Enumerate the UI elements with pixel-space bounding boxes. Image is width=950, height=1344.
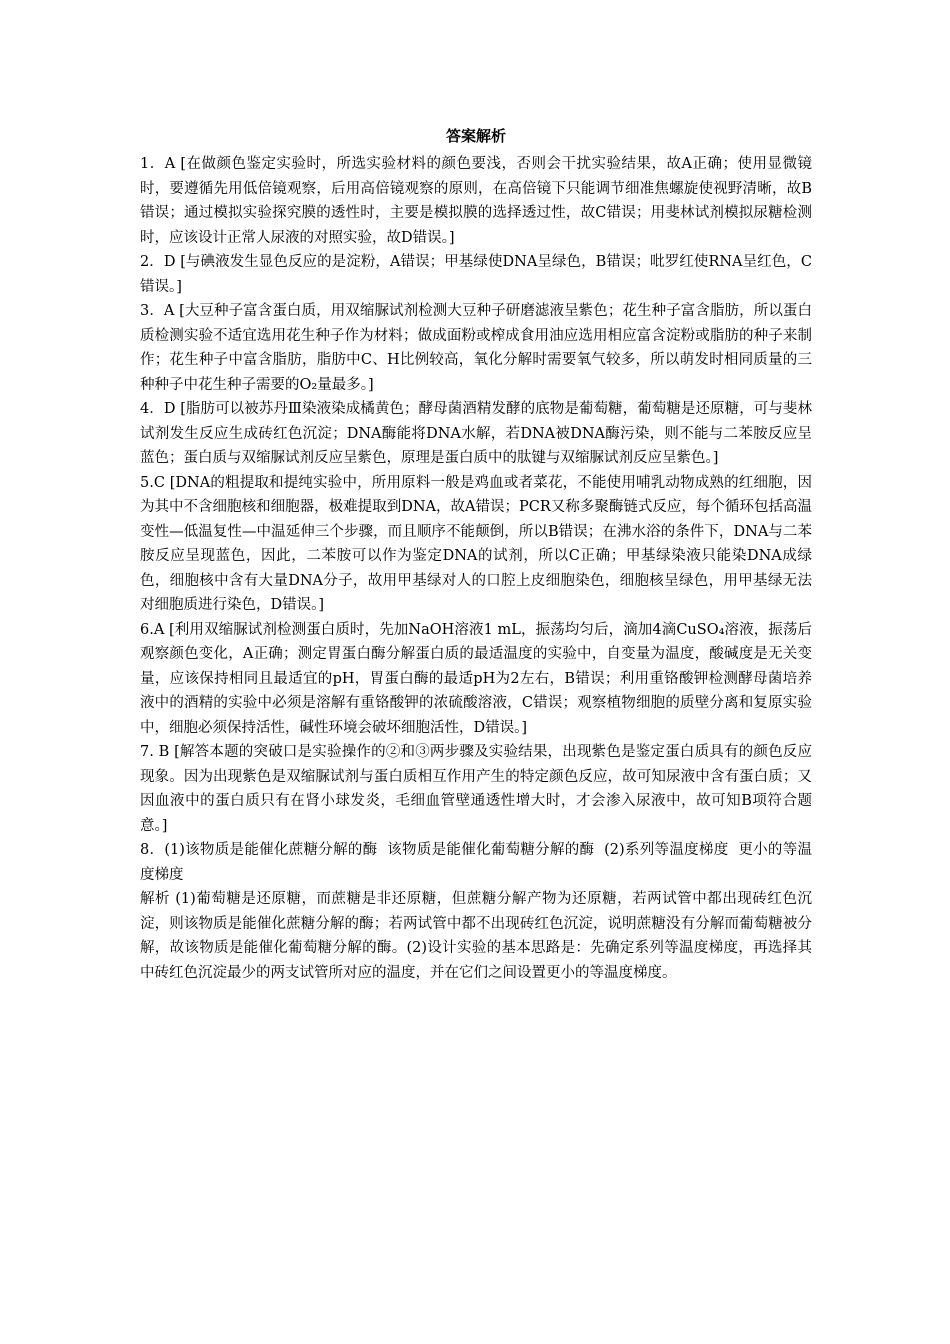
answer-7 xyxy=(140,740,812,838)
page-title: 答案解析 xyxy=(445,127,506,145)
answer-label: 4．D xyxy=(140,401,181,417)
answer-text: [解答本题的突破口是实验操作的②和③两步骤及实验结果，出现紫色是鉴定蛋白质具有的颜色反应现象。因为出现紫色是双缩脲试剂与蛋白质相互作用产生的特定颜色反应，故可知尿液中含有蛋白质；又因血液中的蛋白质只有在肾小球发炎，毛细血管壁通透性增大时，才会渗入尿液中，故可知B项符合题意。] xyxy=(140,744,812,834)
answer-text: [大豆种子富含蛋白质，用双缩脲试剂检测大豆种子研磨滤液呈紫色；花生种子富含脂肪，所以蛋白质检测实验不适宜选用花生种子作为材料；做成面粉或榨成食用油应选用相应富含淀粉或脂肪的种子来制作；花生种子中富含脂肪，脂肪中C、H比例较高，氧化分解时需要氧气较多，所以萌发时相同质量的三种种子中花生种子需要的O₂量最多。] xyxy=(140,303,812,393)
answer-label: 1．A xyxy=(140,156,181,172)
answer-3 xyxy=(140,299,812,397)
answer-label: 5.C xyxy=(140,474,170,491)
analysis-text: (1)葡萄糖是还原糖，而蔗糖是非还原糖，但蔗糖分解产物为还原糖，若两试管中都出现砖红色沉淀，则该物质是能催化蔗糖分解的酶；若两试管中都不出现砖红色沉淀，说明蔗糖没有分解而葡萄糖被分解，故该物质是能催化葡萄糖分解的酶。(2)设计实验的基本思路是：先确定系列等温度梯度，再选择其中砖红色沉淀最少的两支试管所对应的温度，并在它们之间设置更小的等温度梯度。 xyxy=(140,891,812,981)
answer-text: [脂肪可以被苏丹Ⅲ染液染成橘黄色；酵母菌酒精发酵的底物是葡萄糖，葡萄糖是还原糖，可与斐林试剂发生反应生成砖红色沉淀；DNA酶能将DNA水解，若DNA被DNA酶污染，则不能与二苯胺反应呈蓝色；蛋白质与双缩脲试剂反应呈紫色，原理是蛋白质中的肽键与双缩脲试剂反应呈紫色。] xyxy=(140,401,812,466)
answer-label: 7. B xyxy=(140,744,175,760)
answer-analysis-page xyxy=(140,124,812,985)
answer-text: [与碘液发生显色反应的是淀粉，A错误；甲基绿使DNA呈绿色，B错误；吡罗红使RNA呈红色，C错误。] xyxy=(140,254,812,295)
answer-label: 3．A xyxy=(140,303,180,319)
answer-label: 2．D xyxy=(140,254,181,270)
answer-8-analysis xyxy=(140,887,812,985)
answer-6 xyxy=(140,618,812,741)
answer-1 xyxy=(140,152,812,250)
answer-text: [利用双缩脲试剂检测蛋白质时，先加NaOH溶液1 mL，振荡均匀后，滴加4滴CuSO₄溶液，振荡后观察颜色变化，A正确；测定胃蛋白酶分解蛋白质的最适温度的实验中，自变量为温度，酸碱度是无关变量，应该保持相同且最适宜的pH，胃蛋白酶的最适pH为2左右，B错误；利用重铬酸钾检测酵母菌培养液中的酒精的实验中必须是溶解有重铬酸钾的浓硫酸溶液，C错误；观察植物细胞的质壁分离和复原实验中，细胞必须保持活性，碱性环境会破坏细胞活性，D错误。] xyxy=(140,621,813,736)
answer-label: 8． xyxy=(140,842,165,858)
answer-4 xyxy=(140,397,812,471)
answer-8 xyxy=(140,838,812,887)
answer-label: 6.A xyxy=(140,621,170,638)
answer-text: [在做颜色鉴定实验时，所选实验材料的颜色要浅，否则会干扰实验结果，故A正确；使用显微镜时，要遵循先用低倍镜观察，后用高倍镜观察的原则，在高倍镜下只能调节细准焦螺旋使视野清晰，故B错误；通过模拟实验探究膜的透性时，主要是模拟膜的选择透过性，故C错误；用斐林试剂模拟尿糖检测时，应该设计正常人尿液的对照实验，故D错误。] xyxy=(140,156,812,246)
answer-text: [DNA的粗提取和提纯实验中，所用原料一般是鸡血或者菜花，不能使用哺乳动物成熟的红细胞，因为其中不含细胞核和细胞器，极难提取到DNA，故A错误；PCR又称多聚酶链式反应，每个循环包括高温变性—低温复性—中温延伸三个步骤，而且顺序不能颠倒，所以B错误；在沸水浴的条件下，DNA与二苯胺反应呈现蓝色，因此，二苯胺可以作为鉴定DNA的试剂，所以C正确；甲基绿染液只能染DNA成绿色，细胞核中含有大量DNA分子，故用甲基绿对人的口腔上皮细胞染色，细胞核呈绿色，用甲基绿无法对细胞质进行染色，D错误。] xyxy=(140,474,812,613)
answer-2 xyxy=(140,250,812,299)
answer-text: (1)该物质是能催化蔗糖分解的酶 该物质是能催化葡萄糖分解的酶 (2)系列等温度梯度 更小的等温度梯度 xyxy=(140,842,812,883)
analysis-label: 解析 xyxy=(140,891,176,907)
answer-5 xyxy=(140,471,812,618)
